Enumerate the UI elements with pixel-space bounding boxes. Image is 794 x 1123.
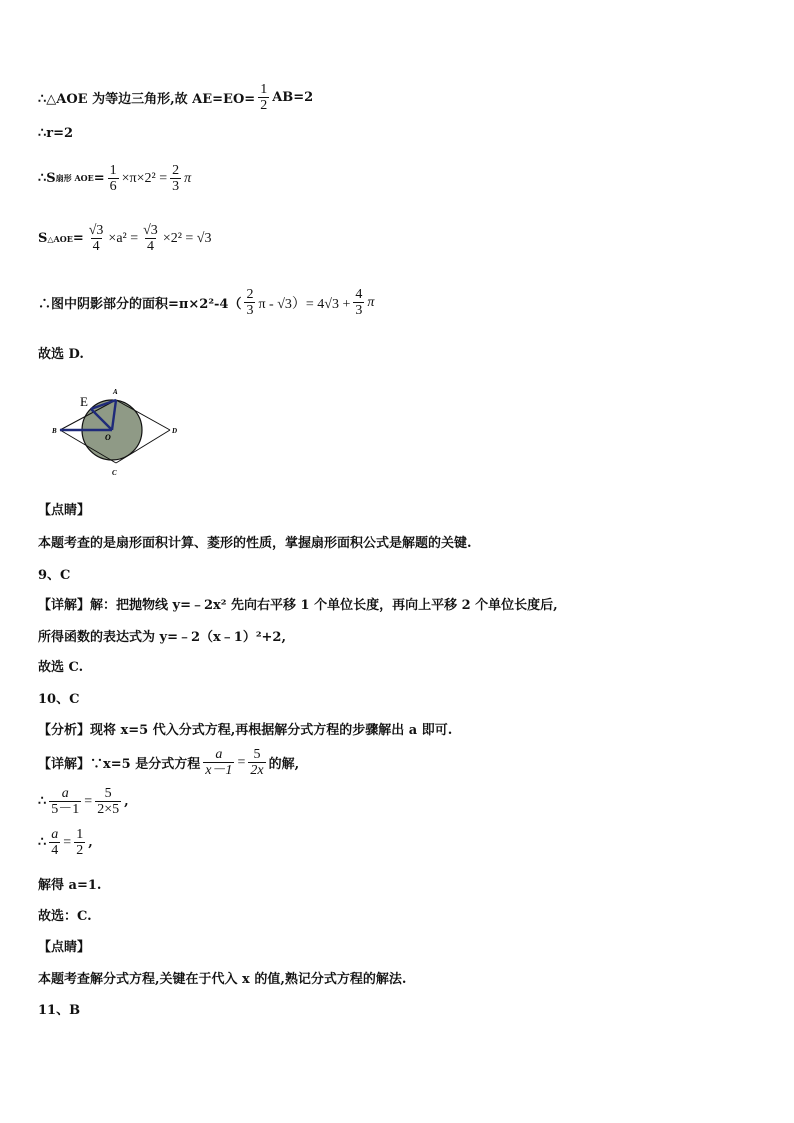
detail-line — [38, 594, 558, 613]
denominator: 3 — [355, 303, 363, 318]
label-b: B — [52, 427, 57, 435]
numerator: √3 — [143, 223, 158, 238]
text: 【详解】∵x=5 是分式方程 — [38, 757, 201, 772]
denominator: 5－1 — [51, 802, 80, 817]
section-heading-comment — [38, 499, 90, 518]
question-number — [38, 688, 79, 707]
denominator: 3 — [246, 303, 254, 318]
text: 9、C — [38, 568, 71, 583]
denominator: 3 — [172, 179, 180, 194]
fraction — [203, 747, 234, 778]
text: ∴S — [38, 171, 56, 186]
question-number — [38, 999, 80, 1018]
denominator: 2 — [260, 98, 268, 113]
denominator: x－1 — [205, 763, 233, 778]
fraction — [108, 163, 119, 194]
solution-line-radius — [38, 126, 73, 141]
solution-line-triangle-area — [38, 223, 211, 254]
text: 本题考查的是扇形面积计算、菱形的性质，掌握扇形面积公式是解题的关键. — [38, 536, 472, 551]
answer-line — [38, 656, 83, 675]
text: 故选：C. — [38, 909, 92, 924]
label-c: C — [112, 469, 117, 477]
analysis-line — [38, 719, 452, 738]
numerator: 2 — [172, 163, 180, 178]
text: 本题考查解分式方程,关键在于代入 x 的值,熟记分式方程的解法. — [38, 972, 407, 987]
answer-line — [38, 343, 84, 362]
comment-line — [38, 532, 472, 551]
numerator: 4 — [355, 287, 363, 302]
answer-line — [38, 905, 92, 924]
denominator: 4 — [51, 843, 59, 858]
text: ∴图中阴影部分的面积=π×2²-4（ — [38, 297, 242, 312]
text: 10、C — [38, 692, 80, 707]
text: 【详解】解：把抛物线 y=﹣2x² 先向右平移 1 个单位长度，再向上平移 2 个单位长度后, — [38, 598, 558, 613]
fraction — [74, 827, 85, 858]
text: ×a² = — [108, 230, 139, 246]
fraction — [248, 747, 265, 778]
denominator: 4 — [146, 239, 154, 254]
result-line — [38, 874, 101, 893]
denominator: 2 — [76, 843, 84, 858]
fraction — [353, 287, 364, 318]
fraction — [95, 786, 121, 817]
text: ∴ — [38, 835, 47, 850]
fraction — [87, 223, 106, 254]
text: = — [84, 793, 93, 809]
numerator: √3 — [88, 223, 104, 238]
text: ∴△AOE 为等边三角形,故 AE=EO= — [38, 92, 256, 107]
fraction — [49, 786, 81, 817]
text: 故选 C. — [38, 660, 84, 675]
label-e: E — [80, 394, 88, 409]
text: 11、B — [38, 1003, 81, 1018]
text: S — [38, 231, 48, 246]
label-d: D — [172, 427, 178, 435]
text: 【点睛】 — [38, 940, 91, 955]
geometry-figure — [50, 385, 180, 480]
fraction — [141, 223, 160, 254]
text: π — [184, 170, 192, 186]
text: 【点睛】 — [38, 503, 91, 518]
label-a: A — [113, 388, 118, 396]
denominator: 6 — [109, 179, 117, 194]
fraction — [49, 827, 60, 858]
text: ∴r=2 — [38, 126, 74, 141]
solution-line-shaded-area — [38, 287, 374, 318]
text: ×2² = √3 — [162, 230, 212, 246]
detail-line-equation — [38, 747, 299, 778]
denominator: 2x — [250, 763, 264, 778]
numerator: 2 — [246, 287, 254, 302]
label-o: O — [105, 433, 111, 442]
subscript: 扇形 AOE — [55, 173, 94, 183]
subscript: △AOE — [47, 233, 73, 244]
comment-line — [38, 968, 406, 987]
numerator: a — [51, 827, 59, 842]
text: = — [72, 231, 84, 246]
numerator: 1 — [76, 827, 84, 842]
text: ∴ — [38, 794, 47, 809]
text: = — [237, 754, 246, 770]
numerator: a — [215, 747, 223, 762]
text: , — [124, 794, 129, 809]
text: = — [93, 171, 105, 186]
denominator: 4 — [92, 239, 100, 254]
simplify-line — [38, 827, 93, 858]
fraction — [258, 82, 269, 113]
fraction — [244, 287, 255, 318]
numerator: a — [61, 786, 69, 801]
text: 故选 D. — [38, 347, 84, 362]
numerator: 5 — [104, 786, 112, 801]
numerator: 1 — [109, 163, 117, 178]
text: ×π×2² = — [121, 170, 168, 186]
text: 【分析】现将 x=5 代入分式方程,再根据解分式方程的步骤解出 a 即可. — [38, 723, 453, 738]
text: 所得函数的表达式为 y=﹣2（x﹣1）²+2, — [38, 630, 286, 645]
solution-line-sector-area — [38, 163, 191, 194]
substitution-line — [38, 786, 129, 817]
denominator: 2×5 — [97, 802, 120, 817]
fraction — [170, 163, 181, 194]
numerator: 5 — [253, 747, 261, 762]
numerator: 1 — [260, 82, 268, 97]
section-heading-comment — [38, 936, 90, 955]
question-number — [38, 564, 70, 583]
solution-line-aoe-equilateral — [38, 82, 313, 113]
detail-line — [38, 626, 286, 645]
text: 解得 a=1. — [38, 878, 102, 893]
text: AB=2 — [272, 90, 314, 105]
text: 的解, — [268, 757, 300, 772]
text: π - √3）= 4√3 + — [258, 296, 351, 312]
text: , — [88, 835, 93, 850]
text: π — [367, 294, 375, 310]
text: = — [63, 834, 72, 850]
